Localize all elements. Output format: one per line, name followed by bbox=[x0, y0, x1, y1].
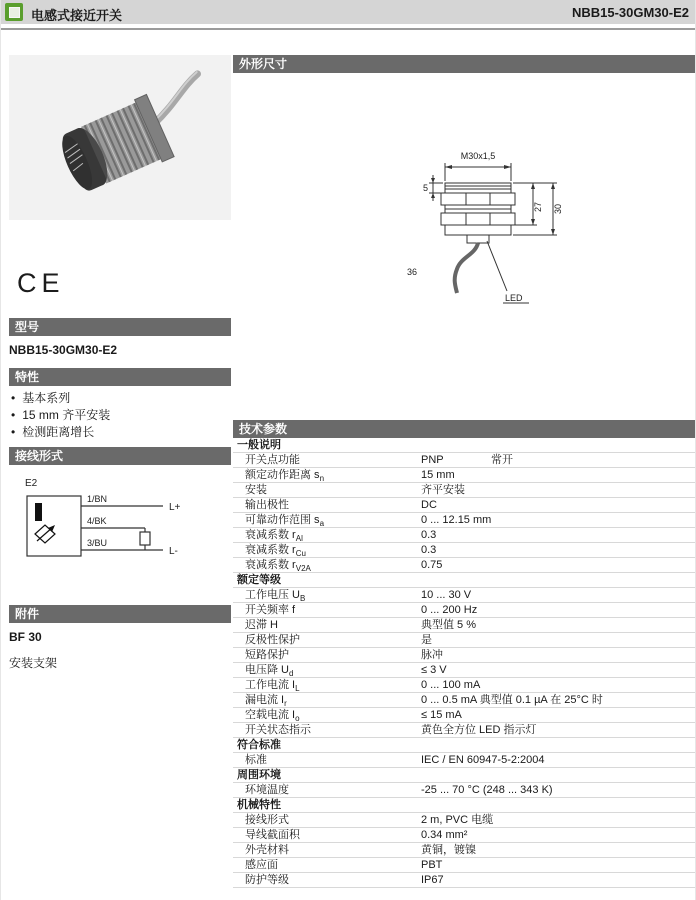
tech-section-row bbox=[233, 768, 696, 783]
product-photo bbox=[9, 55, 231, 220]
tech-data-row bbox=[233, 783, 696, 798]
tech-data-row bbox=[233, 453, 696, 468]
tech-data-row bbox=[233, 678, 696, 693]
tech-label: 外壳材料 bbox=[245, 844, 289, 856]
tech-data-row bbox=[233, 753, 696, 768]
tech-data-row bbox=[233, 723, 696, 738]
tech-value: ≤ 15 mA bbox=[421, 709, 462, 721]
tech-value: IEC / EN 60947-5-2:2004 bbox=[421, 754, 545, 766]
tech-label: 空载电流 $I_o$ bbox=[245, 709, 300, 724]
tech-label: 接线形式 bbox=[245, 814, 289, 826]
tech-data-row bbox=[233, 828, 696, 843]
tech-label: 短路保护 bbox=[245, 649, 289, 661]
sidebar bbox=[9, 40, 231, 890]
tech-label: 开关频率 f bbox=[245, 604, 296, 616]
tech-section-row bbox=[233, 738, 696, 753]
tech-value: 0.3 bbox=[421, 529, 437, 541]
thread-dimension-label: M30x1,5 bbox=[460, 151, 496, 161]
tech-value: 黄铜，镀镍 bbox=[421, 844, 476, 856]
tech-data-row bbox=[233, 618, 696, 633]
tech-label: 输出极性 bbox=[245, 499, 289, 511]
tech-data-row bbox=[233, 528, 696, 543]
tech-label: 周围环境 bbox=[237, 769, 281, 781]
tech-section-row bbox=[233, 798, 696, 813]
tech-value: 15 mm bbox=[421, 469, 455, 481]
brand-icon bbox=[5, 3, 23, 21]
accessory-model: BF 30 bbox=[9, 630, 42, 644]
dimension-drawing-image bbox=[383, 143, 603, 313]
tech-label: 导线截面积 bbox=[245, 829, 300, 841]
feature-item: • 15 mm 齐平安装 bbox=[11, 407, 110, 424]
tech-data-row bbox=[233, 693, 696, 708]
dimension-30-label: 30 bbox=[553, 203, 563, 215]
section-header-features: 特性 bbox=[9, 368, 231, 386]
section-header-technical-data: 技术参数 bbox=[233, 420, 696, 438]
section-header-model: 型号 bbox=[9, 318, 231, 336]
wiring-diagram-image bbox=[11, 470, 229, 598]
tech-section-row bbox=[233, 573, 696, 588]
tech-data-row bbox=[233, 603, 696, 618]
ce-mark: CE bbox=[17, 268, 65, 298]
wire1-label: 1/BN bbox=[87, 494, 108, 504]
tech-label: 一般说明 bbox=[237, 439, 281, 451]
terminal-minus-label: L- bbox=[169, 546, 178, 557]
tech-value: IP67 bbox=[421, 874, 444, 886]
product-photo-image bbox=[9, 55, 231, 220]
tech-data-row bbox=[233, 813, 696, 828]
tech-value: 典型值 5 % bbox=[421, 619, 477, 631]
header-divider bbox=[1, 28, 696, 30]
tech-value: 0 ... 100 mA bbox=[421, 679, 481, 691]
tech-label: 衰减系数 $r_{Al}$ bbox=[245, 529, 303, 544]
led-label: LED bbox=[505, 293, 523, 303]
tech-table bbox=[233, 438, 696, 888]
tech-value: 0.75 bbox=[421, 559, 443, 571]
tech-value: 0 ... 12.15 mm bbox=[421, 514, 492, 526]
part-number: NBB15-30GM30-E2 bbox=[571, 5, 689, 20]
tech-value: 黄色全方位 LED 指示灯 bbox=[421, 724, 537, 736]
document-title: 电感式接近开关 bbox=[31, 8, 123, 23]
tech-value: PNP bbox=[421, 454, 444, 466]
tech-label: 标准 bbox=[245, 754, 267, 766]
section-header-dimensions: 外形尺寸 bbox=[233, 55, 696, 73]
tech-data-row bbox=[233, 633, 696, 648]
dimension-drawing bbox=[233, 73, 696, 420]
feature-item: • 基本系列 bbox=[11, 390, 110, 407]
tech-data-row bbox=[233, 558, 696, 573]
tech-label: 开关点功能 bbox=[245, 454, 300, 466]
wiring-diagram bbox=[11, 470, 229, 598]
top-header bbox=[1, 0, 696, 24]
tech-label: 开关状态指示 bbox=[245, 724, 311, 736]
section-header-accessories: 附件 bbox=[9, 605, 231, 623]
tech-label: 工作电流 $I_L$ bbox=[245, 679, 300, 694]
tech-value: 0.3 bbox=[421, 544, 437, 556]
tech-value: 0 ... 200 Hz bbox=[421, 604, 478, 616]
tech-data-row bbox=[233, 468, 696, 483]
tech-label: 机械特性 bbox=[237, 799, 281, 811]
tech-data-row bbox=[233, 858, 696, 873]
tech-value: 10 ... 30 V bbox=[421, 589, 472, 601]
tech-label: 衰减系数 $r_{Cu}$ bbox=[245, 544, 306, 559]
tech-label: 感应面 bbox=[245, 859, 278, 871]
tech-value: 0.34 mm² bbox=[421, 829, 468, 841]
feature-item: • 检测距离增长 bbox=[11, 424, 110, 441]
tech-label: 防护等级 bbox=[245, 874, 289, 886]
tech-value: -25 ... 70 °C (248 ... 343 K) bbox=[421, 784, 553, 796]
tech-label: 工作电压 $U_B$ bbox=[245, 589, 306, 604]
tech-value: 是 bbox=[421, 634, 432, 646]
tech-value: 齐平安装 bbox=[421, 484, 465, 496]
dimension-36-label: 36 bbox=[407, 267, 418, 277]
tech-data-row bbox=[233, 648, 696, 663]
tech-data-row bbox=[233, 663, 696, 678]
tech-label: 安装 bbox=[245, 484, 267, 496]
tech-data-row bbox=[233, 483, 696, 498]
accessory-description: 安装支架 bbox=[9, 656, 58, 670]
tech-data-row bbox=[233, 588, 696, 603]
tech-label: 衰减系数 $r_{V2A}$ bbox=[245, 559, 311, 574]
tech-data-row bbox=[233, 873, 696, 888]
dimension-27-label: 27 bbox=[533, 201, 543, 213]
tech-label: 环境温度 bbox=[245, 784, 289, 796]
tech-label: 电压降 $U_d$ bbox=[245, 664, 294, 679]
terminal-plus-label: L+ bbox=[169, 502, 181, 513]
tech-value: 2 m, PVC 电缆 bbox=[421, 814, 494, 826]
tech-value: 脉冲 bbox=[421, 649, 443, 661]
tech-data-row bbox=[233, 498, 696, 513]
tech-label: 符合标准 bbox=[237, 739, 281, 751]
tech-value: DC bbox=[421, 499, 437, 511]
tech-data-row bbox=[233, 513, 696, 528]
tech-value: 0 ... 0.5 mA 典型值 0.1 µA 在 25°C 时 bbox=[421, 694, 603, 706]
section-header-connection: 接线形式 bbox=[9, 447, 231, 465]
wiring-type-label: E2 bbox=[25, 478, 38, 489]
wire2-label: 4/BK bbox=[87, 516, 107, 526]
tech-value: PBT bbox=[421, 859, 443, 871]
tech-label: 额定等级 bbox=[237, 574, 281, 586]
wire3-label: 3/BU bbox=[87, 538, 108, 548]
tech-label: 可靠动作范围 $s_a$ bbox=[245, 514, 325, 529]
features-list bbox=[11, 390, 110, 441]
tech-label: 漏电流 $I_r$ bbox=[245, 694, 287, 709]
model-number: NBB15-30GM30-E2 bbox=[9, 343, 118, 357]
main-content bbox=[233, 40, 696, 890]
tech-label: 额定动作距离 $s_n$ bbox=[245, 469, 325, 484]
tech-label: 反极性保护 bbox=[245, 634, 300, 646]
tech-section-row bbox=[233, 438, 696, 453]
tech-label: 迟滞 H bbox=[245, 619, 278, 631]
tech-data-row bbox=[233, 708, 696, 723]
dimension-5-label: 5 bbox=[423, 183, 429, 193]
tech-data-row bbox=[233, 843, 696, 858]
tech-data-row bbox=[233, 543, 696, 558]
tech-value: ≤ 3 V bbox=[421, 664, 447, 676]
tech-value-secondary: 常开 bbox=[491, 454, 513, 466]
